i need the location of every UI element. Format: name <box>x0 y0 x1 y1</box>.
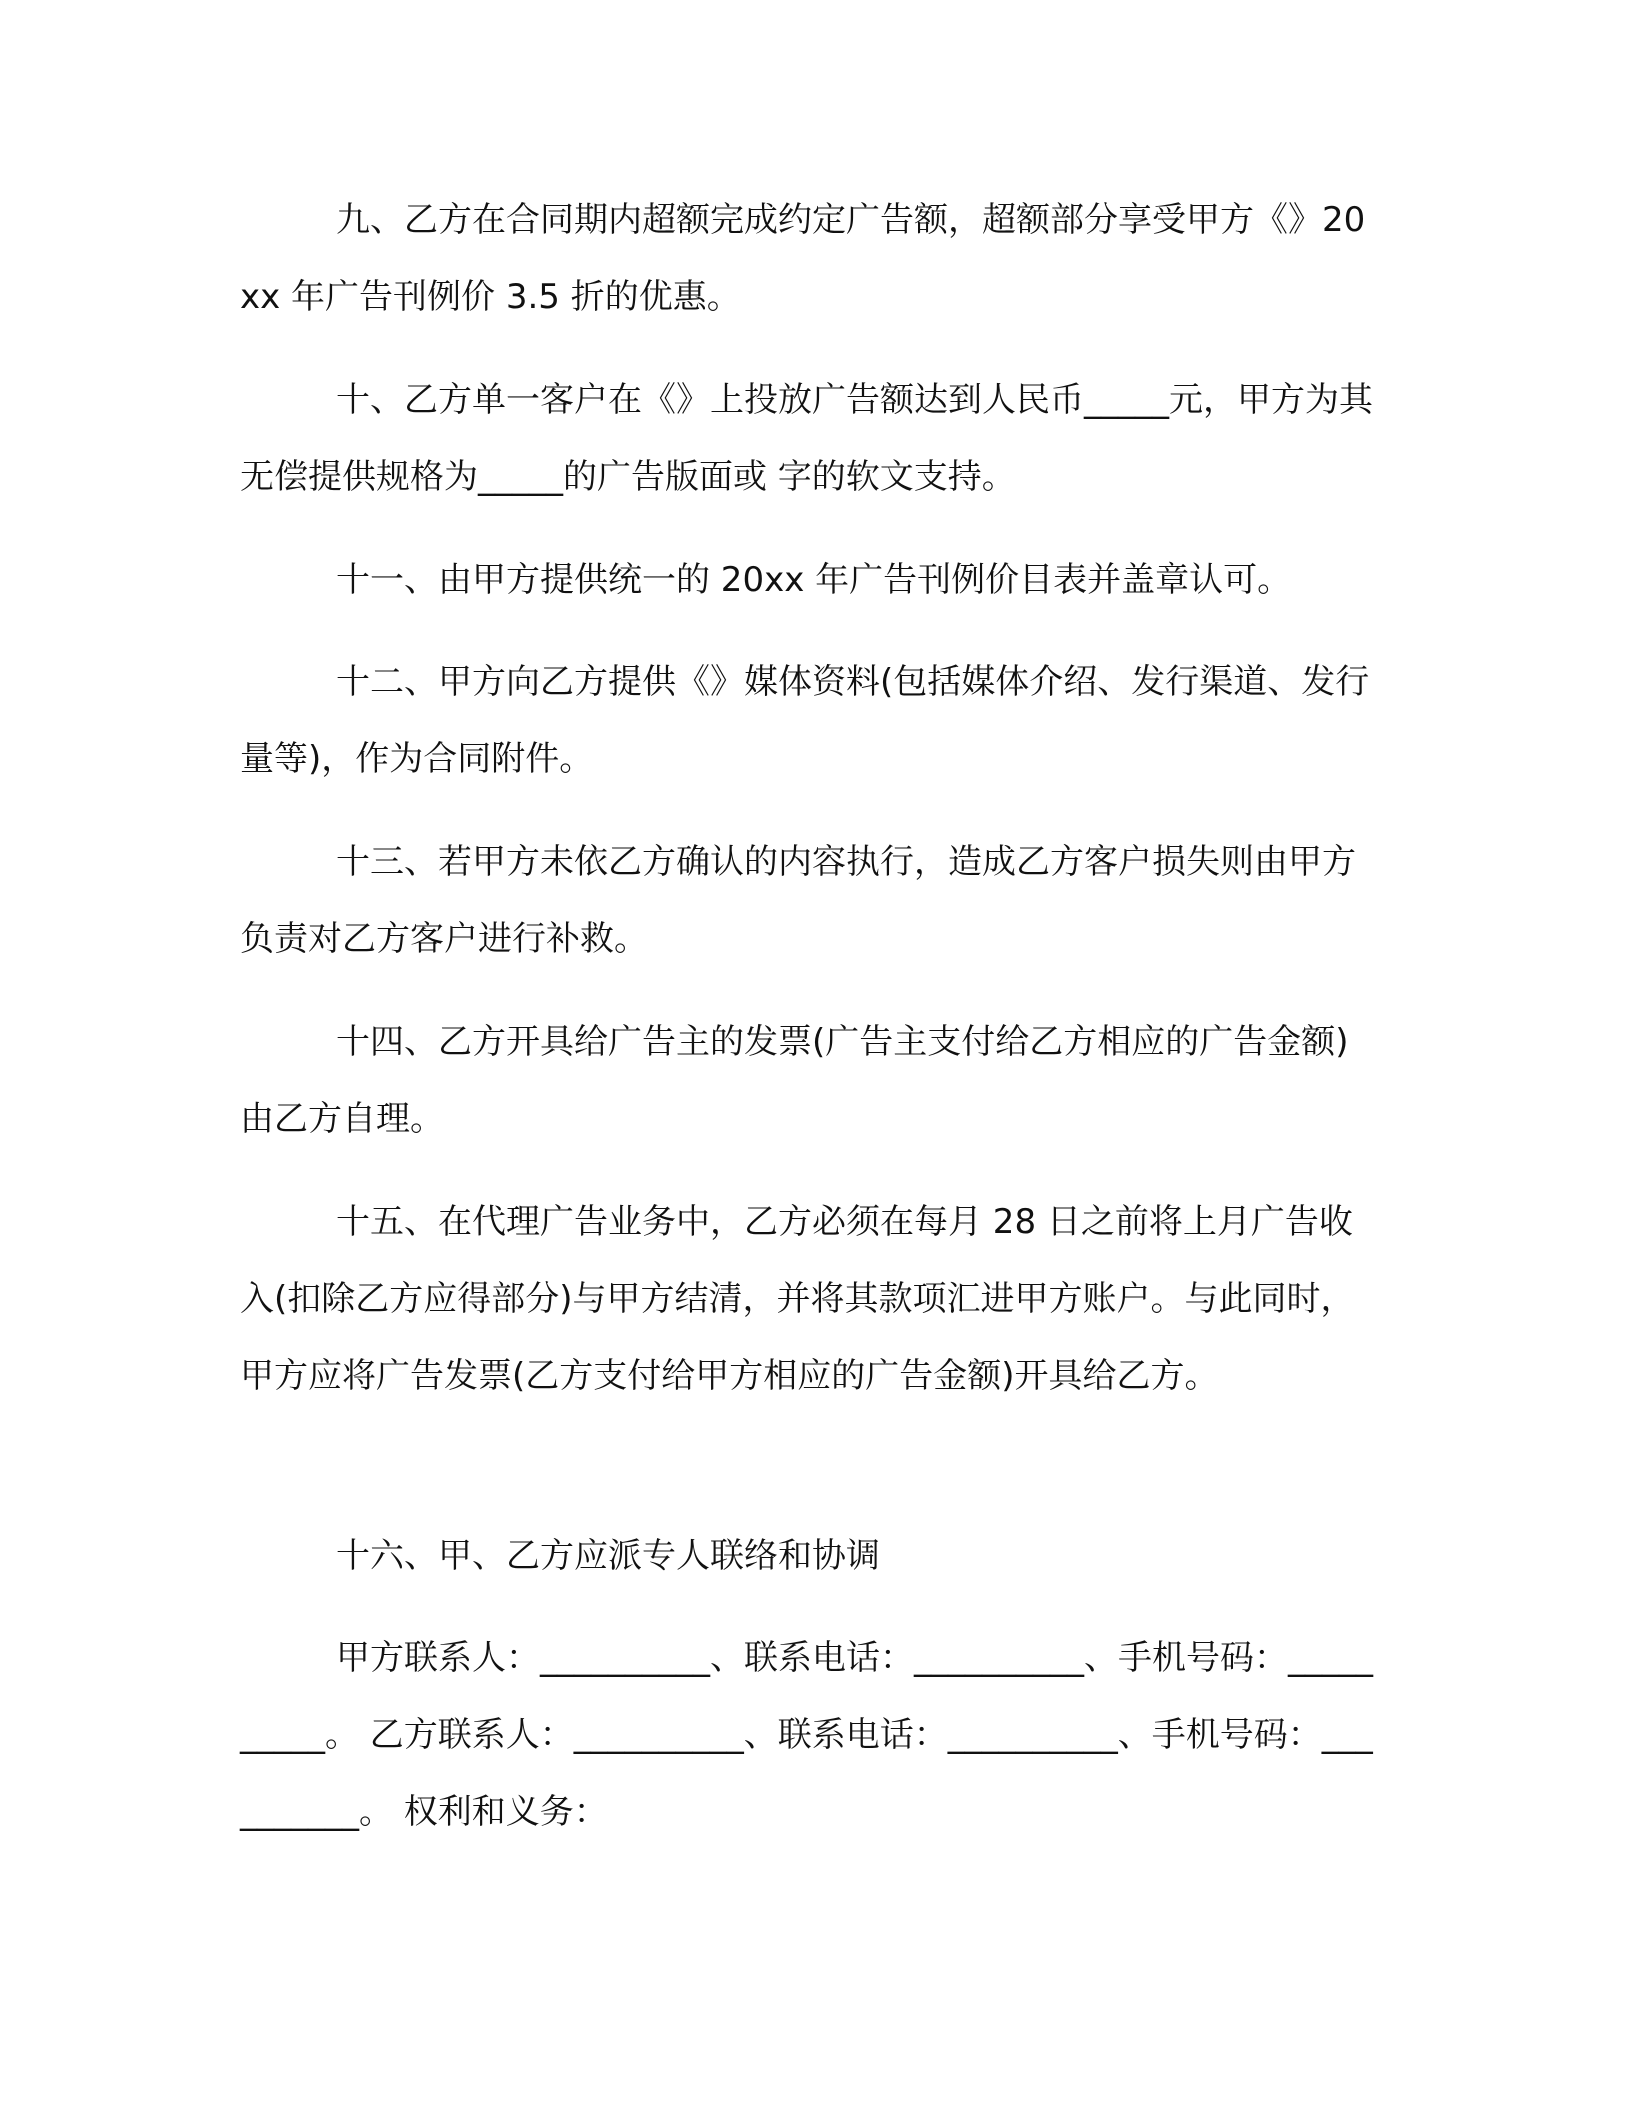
clause-10-paragraph: 十、乙方单一客户在《》上投放广告额达到人民币_____元，甲方为其无偿提供规格为_____的广告版面或 字的软文支持。 <box>240 380 1373 497</box>
clause-13-paragraph: 十三、若甲方未依乙方确认的内容执行，造成乙方客户损失则由甲方负责对乙方客户进行补救。 <box>240 842 1356 959</box>
clause-16-paragraph: 十六、甲、乙方应派专人联络和协调 <box>336 1536 880 1576</box>
clause-15-paragraph: 十五、在代理广告业务中，乙方必须在每月 28 日之前将上月广告收入(扣除乙方应得部分)与甲方结清，并将其款项汇进甲方账户。与此同时，甲方应将广告发票(乙方支付给甲方相应的广告金额)开具给乙方。 <box>240 1202 1355 1396</box>
contacts-paragraph: 甲方联系人：__________、联系电话：__________、手机号码：__________。 乙方联系人：__________、联系电话：__________、手机号码：__________。 权利和义务： <box>240 1638 1373 1832</box>
clause-11-paragraph: 十一、由甲方提供统一的 20xx 年广告刊例价目表并盖章认可。 <box>336 560 1292 600</box>
clause-12-paragraph: 十二、甲方向乙方提供《》媒体资料(包括媒体介绍、发行渠道、发行量等)，作为合同附件。 <box>240 662 1370 779</box>
clause-9-paragraph: 九、乙方在合同期内超额完成约定广告额，超额部分享受甲方《》20xx 年广告刊例价 3.5 折的优惠。 <box>240 200 1366 317</box>
clause-14-paragraph: 十四、乙方开具给广告主的发票(广告主支付给乙方相应的广告金额)由乙方自理。 <box>240 1022 1349 1139</box>
